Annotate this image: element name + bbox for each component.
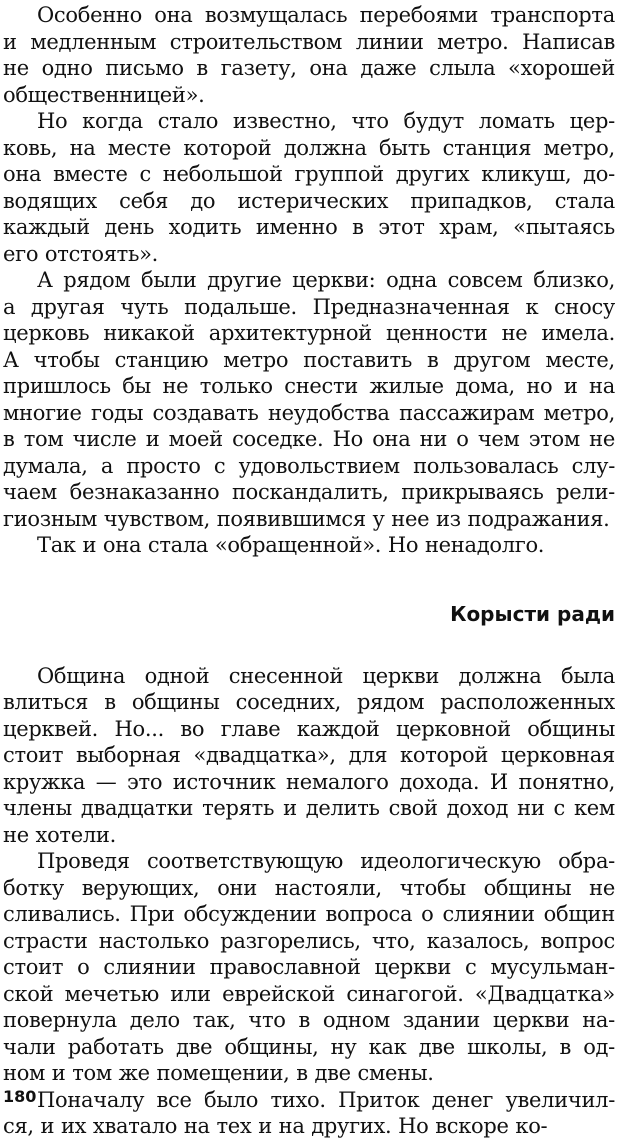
text-line: в том числе и моей соседке. Но она ни о чем этом не bbox=[3, 427, 615, 451]
text-line: ном и том же помещении, в две смены. bbox=[3, 1061, 434, 1085]
body-text-after-heading bbox=[3, 663, 615, 1140]
text-line: церковь никакой архитектурной ценности не имела. bbox=[3, 321, 615, 345]
text-line: многие годы создавать неудобства пассажирам метро, bbox=[3, 400, 615, 425]
text-line: влиться в общины соседних, рядом расположенных bbox=[3, 690, 615, 714]
page-number: 180 bbox=[3, 1087, 37, 1106]
paragraph bbox=[3, 663, 615, 849]
text-line: чаем безнаказанно поскандалить, прикрываясь рели- bbox=[3, 480, 615, 504]
text-line: а другая чуть подальше. Предназначенная к сносу bbox=[3, 294, 615, 319]
body-text-before-heading bbox=[3, 2, 615, 559]
text-line: каждый день ходить именно в этот храм, «пытаясь bbox=[3, 215, 615, 239]
text-line: думала, а просто с удовольствием пользовалась слу- bbox=[3, 453, 615, 478]
text-line: кружка — это источник немалого дохода. И понятно, bbox=[3, 769, 615, 794]
text-line: А чтобы станцию метро поставить в другом месте, bbox=[3, 347, 615, 372]
paragraph bbox=[3, 1087, 615, 1140]
text-line: ской мечетью или еврейской синагогой. «Двадцатка» bbox=[3, 981, 615, 1006]
text-line: не одно письмо в газету, она даже слыла «хорошей bbox=[3, 56, 615, 80]
paragraph bbox=[3, 108, 615, 267]
text-line: Поначалу все было тихо. Приток денег увеличил- bbox=[37, 1087, 615, 1112]
text-line: сливались. При обсуждении вопроса о слиянии общин bbox=[3, 902, 615, 926]
paragraph bbox=[3, 848, 615, 1087]
text-line: она вместе с небольшой группой других кликуш, до- bbox=[3, 162, 615, 186]
text-line: повернула дело так, что в одном здании церкви на- bbox=[3, 1008, 615, 1032]
text-line: ботку верующих, они настояли, чтобы общины не bbox=[3, 875, 615, 900]
paragraph bbox=[3, 2, 615, 108]
text-line: Особенно она возмущалась перебоями транспорта bbox=[37, 3, 615, 27]
text-line: общественницей». bbox=[3, 82, 205, 107]
text-line: не хотели. bbox=[3, 822, 116, 847]
text-line: Так и она стала «обращенной». Но ненадолго. bbox=[37, 533, 545, 557]
text-line: ковь, на месте которой должна быть станция метро, bbox=[3, 135, 615, 160]
text-line: Община одной снесенной церкви должна была bbox=[37, 663, 615, 688]
text-line: церквей. Но... во главе каждой церковной общины bbox=[3, 716, 615, 741]
book-page bbox=[3, 2, 615, 1140]
paragraph bbox=[3, 267, 615, 532]
text-line: ся, и их хватало на тех и на других. Но вскоре ко- bbox=[3, 1114, 548, 1138]
paragraph bbox=[3, 532, 615, 559]
text-line: стоит о слиянии православной церкви с мусульман- bbox=[3, 955, 615, 979]
text-line: Проведя соответствующую идеологическую обра- bbox=[37, 849, 615, 873]
text-line: и медленным строительством линии метро. Написав bbox=[3, 29, 615, 54]
text-line: члены двадцатки терять и делить свой доход ни с кем bbox=[3, 796, 615, 820]
text-line: его отстоять». bbox=[3, 241, 159, 266]
section-heading: Корысти ради bbox=[450, 601, 615, 626]
text-line: водящих себя до истерических припадков, стала bbox=[3, 188, 615, 213]
text-line: гиозным чувством, появившимся у нее из подражания. bbox=[3, 506, 610, 531]
text-line: стоит выборная «двадцатка», для которой церковная bbox=[3, 743, 615, 767]
text-line: страсти настолько разгорелись, что, казалось, вопрос bbox=[3, 928, 615, 953]
text-line: Но когда стало известно, что будут ломать цер- bbox=[37, 109, 615, 133]
text-line: А рядом были другие церкви: одна совсем близко, bbox=[37, 268, 615, 292]
text-line: пришлось бы не только снести жилые дома, но и на bbox=[3, 374, 615, 398]
text-line: чали работать две общины, ну как две школы, в од- bbox=[3, 1034, 615, 1059]
